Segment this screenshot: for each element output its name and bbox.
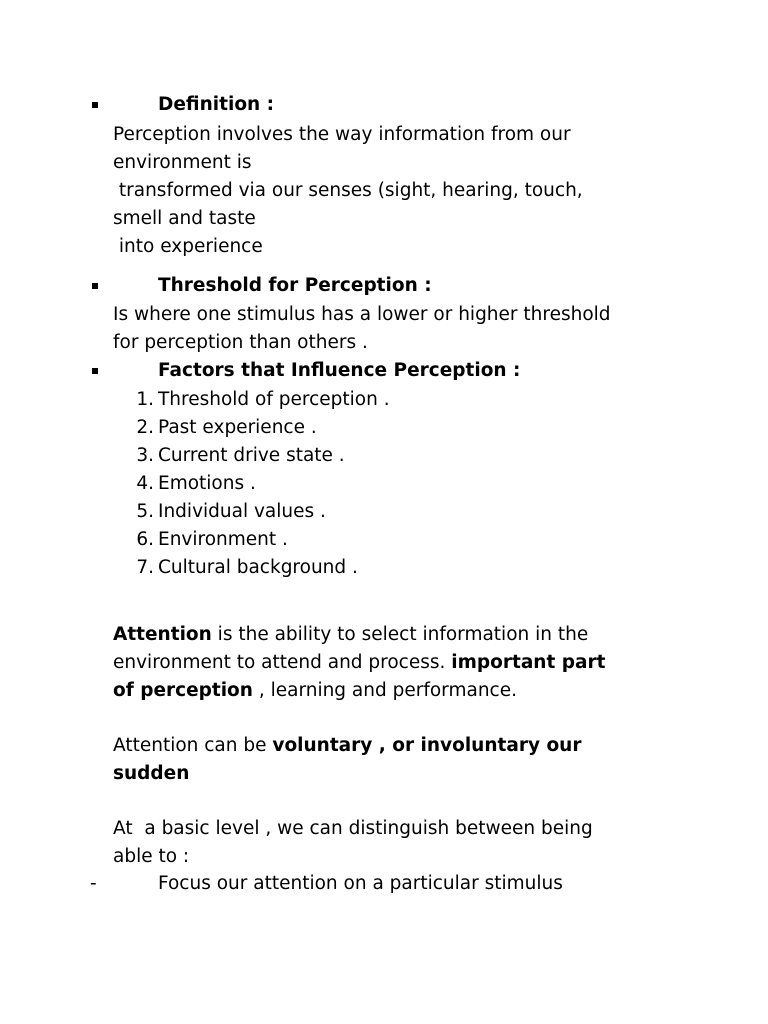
definition-line: Perception involves the way information from our: [113, 124, 571, 145]
list-number: 6.: [136, 529, 154, 550]
factors-heading: Factors that Influence Perception :: [158, 360, 521, 381]
attention-types-paragraph: [113, 732, 673, 788]
definition-heading-row: [0, 91, 768, 119]
attention-paragraph: [113, 621, 673, 705]
list-item: [113, 526, 673, 554]
list-item: [113, 386, 673, 414]
list-item: [113, 442, 673, 470]
definition-heading: Definition :: [158, 94, 275, 115]
attention-line: [113, 621, 673, 649]
list-number: 4.: [136, 473, 154, 494]
list-number: 2.: [136, 417, 154, 438]
list-number: 3.: [136, 445, 154, 466]
square-bullet-icon: [92, 102, 98, 108]
attention-text: is the ability to select information in the: [211, 624, 589, 645]
list-item: [113, 498, 673, 526]
list-text: Emotions .: [158, 473, 256, 494]
threshold-heading: Threshold for Perception :: [158, 275, 432, 296]
list-number: 7.: [136, 557, 154, 578]
attention-text: environment to attend and process.: [113, 652, 452, 673]
list-item: [113, 414, 673, 442]
attention-line: [113, 677, 673, 705]
basic-level-line: At a basic level , we can distinguish between being: [113, 818, 593, 839]
threshold-paragraph: [113, 301, 673, 357]
list-text: Threshold of perception .: [158, 389, 390, 410]
list-number: 1.: [136, 389, 154, 410]
attention-types-emphasis: voluntary , or involuntary our: [272, 735, 582, 756]
list-text: Cultural background .: [158, 557, 358, 578]
dash-marker: -: [90, 873, 97, 894]
attention-text: , learning and performance.: [252, 680, 517, 701]
attention-types-lead: Attention can be: [113, 735, 273, 756]
list-item: [113, 554, 673, 582]
definition-line: smell and taste: [113, 208, 256, 229]
threshold-heading-row: [0, 272, 768, 300]
factors-list: [113, 386, 673, 582]
threshold-line: for perception than others .: [113, 332, 368, 353]
attention-types-line: [113, 732, 673, 760]
factors-heading-row: [0, 357, 768, 385]
list-text: Past experience .: [158, 417, 317, 438]
threshold-line: Is where one stimulus has a lower or higher threshold: [113, 304, 611, 325]
list-text: Environment .: [158, 529, 288, 550]
attention-line: [113, 649, 673, 677]
square-bullet-icon: [92, 283, 98, 289]
list-number: 5.: [136, 501, 154, 522]
definition-paragraph: [113, 121, 673, 261]
dash-list-item: [0, 870, 768, 898]
dash-item-text: Focus our attention on a particular stimulus: [158, 873, 563, 894]
definition-line: into experience: [113, 236, 263, 257]
attention-term: Attention: [113, 624, 212, 645]
attention-types-line: [113, 760, 673, 788]
basic-level-paragraph: [113, 815, 673, 871]
basic-level-line: able to :: [113, 846, 190, 867]
attention-emphasis: important part: [451, 652, 606, 673]
list-item: [113, 470, 673, 498]
square-bullet-icon: [92, 368, 98, 374]
definition-line: transformed via our senses (sight, hearing, touch,: [113, 180, 583, 201]
attention-types-emphasis: sudden: [113, 763, 190, 784]
list-text: Current drive state .: [158, 445, 345, 466]
list-text: Individual values .: [158, 501, 326, 522]
attention-emphasis: of perception: [113, 680, 253, 701]
definition-line: environment is: [113, 152, 252, 173]
